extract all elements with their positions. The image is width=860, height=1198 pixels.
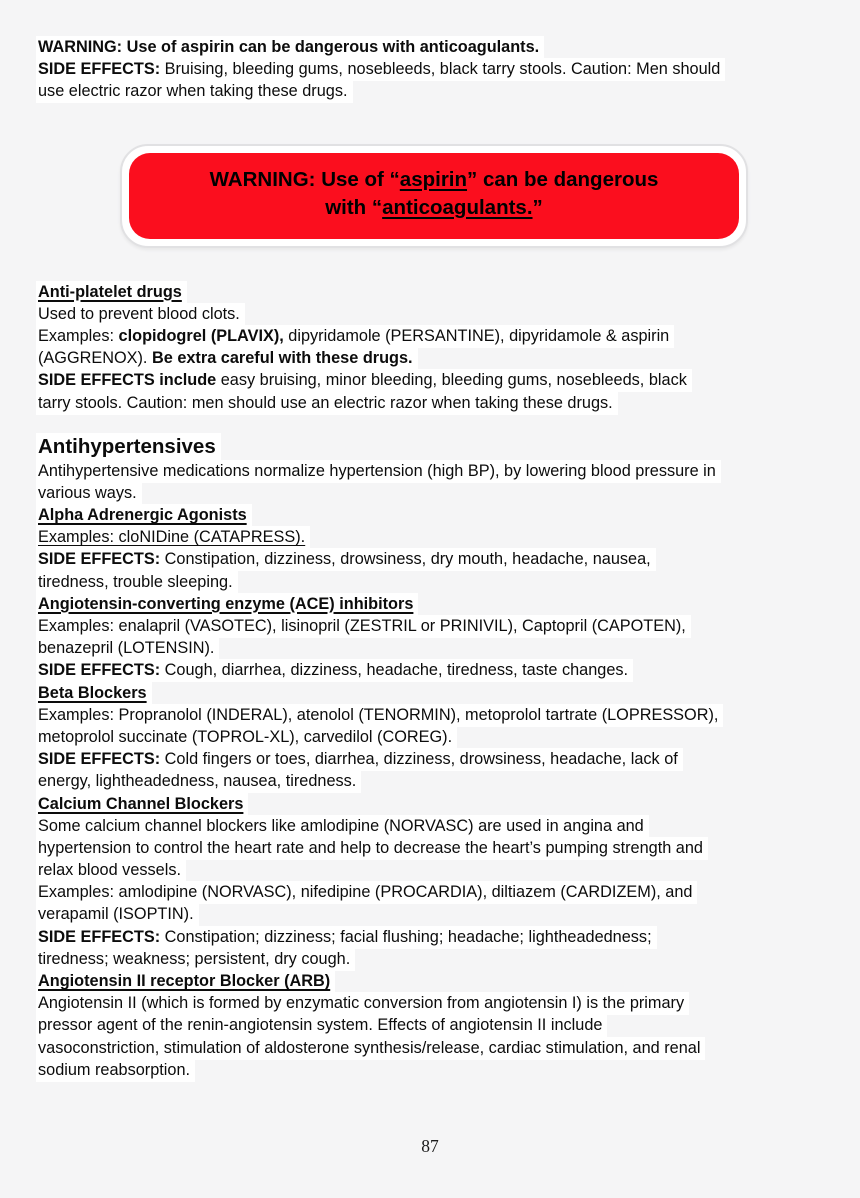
text-run: tiredness, trouble sleeping. xyxy=(38,572,233,591)
text-run: SIDE EFFECTS: xyxy=(38,661,161,680)
warning-box-frame xyxy=(120,144,748,248)
text-run: Angiotensin II (which is formed by enzymatic conversion from angiotensin I) is the primary xyxy=(38,994,685,1013)
page-footer xyxy=(0,1136,860,1157)
text-line xyxy=(36,58,826,80)
text-highlight xyxy=(36,659,633,682)
text-line xyxy=(36,881,826,903)
text-run: pressor agent of the renin-angiotensin system. Effects of angiotensin II include xyxy=(38,1016,603,1035)
text-highlight xyxy=(36,325,674,348)
text-line xyxy=(36,80,826,102)
warning-box xyxy=(120,144,748,248)
text-run: WARNING: Use of aspirin can be dangerous with anticoagulants. xyxy=(38,38,540,56)
text-highlight xyxy=(36,460,721,483)
text-highlight xyxy=(36,1014,607,1037)
text-line xyxy=(36,347,826,369)
text-run: Examples: xyxy=(38,326,119,345)
text-highlight xyxy=(36,347,418,370)
text-highlight xyxy=(36,704,723,727)
text-line xyxy=(36,548,826,570)
text-run: SIDE EFFECTS: xyxy=(38,927,161,946)
text-line xyxy=(36,970,826,992)
text-line xyxy=(36,504,826,526)
text-highlight xyxy=(36,637,219,660)
text-run: vasoconstriction, stimulation of aldosterone synthesis/release, cardiac stimulation, and renal xyxy=(38,1038,701,1057)
calcium-channel-blockers-section xyxy=(36,793,826,971)
text-run: Be extra careful with these drugs. xyxy=(151,349,413,368)
text-line xyxy=(36,369,826,391)
text-line xyxy=(36,460,826,482)
text-highlight xyxy=(36,793,248,816)
text-run: Angiotensin-converting enzyme (ACE) inhibitors xyxy=(38,594,414,613)
text-line xyxy=(36,770,826,792)
text-run: WARNING: Use of “ xyxy=(209,167,400,191)
text-run: hypertension to control the heart rate and help to decrease the heart’s pumping strength and xyxy=(38,838,703,857)
text-run: (AGGRENOX). xyxy=(38,349,152,368)
text-highlight xyxy=(36,859,186,882)
text-run: Calcium Channel Blockers xyxy=(38,794,244,813)
text-run: Cold fingers or toes, diarrhea, dizziness, drowsiness, headache, lack of xyxy=(160,750,678,769)
text-run: benazepril (LOTENSIN). xyxy=(38,639,215,658)
text-highlight xyxy=(36,992,689,1015)
text-highlight xyxy=(36,948,355,971)
text-highlight xyxy=(36,970,335,993)
text-highlight xyxy=(36,926,657,949)
text-line xyxy=(36,704,826,726)
text-highlight xyxy=(36,903,199,926)
text-line xyxy=(36,1014,826,1036)
text-run: relax blood vessels. xyxy=(38,861,181,880)
text-highlight xyxy=(36,748,683,771)
arb-section xyxy=(36,970,826,1081)
text-run: anticoagulants. xyxy=(382,195,533,219)
text-run: Cough, diarrhea, dizziness, headache, tiredness, taste changes. xyxy=(160,661,629,680)
text-run: Examples: cloNIDine (CATAPRESS). xyxy=(38,528,306,547)
alpha-adrenergic-agonists-section xyxy=(36,504,826,593)
anti-platelet-drugs-section xyxy=(36,281,826,414)
text-run: energy, lightheadedness, nausea, tiredness. xyxy=(38,772,357,791)
text-run: easy bruising, minor bleeding, bleeding gums, nosebleeds, black xyxy=(216,371,687,390)
text-highlight xyxy=(36,548,656,571)
warning-box-text-line-2 xyxy=(137,194,731,222)
text-highlight xyxy=(36,726,457,749)
antihypertensives-section xyxy=(36,433,826,504)
text-highlight xyxy=(36,1059,195,1082)
text-highlight xyxy=(36,392,618,415)
text-line xyxy=(36,433,826,460)
text-highlight xyxy=(36,369,692,392)
text-run: SIDE EFFECTS: xyxy=(38,550,161,569)
text-run: verapamil (ISOPTIN). xyxy=(38,905,194,924)
text-highlight xyxy=(36,36,544,59)
text-run: SIDE EFFECTS: xyxy=(38,750,161,769)
text-run: Used to prevent blood clots. xyxy=(38,304,240,323)
text-run: Some calcium channel blockers like amlodipine (NORVASC) are used in angina and xyxy=(38,816,644,835)
text-run: with “ xyxy=(325,195,383,219)
text-run: Examples: enalapril (VASOTEC), lisinopril (ZESTRIL or PRINIVIL), Captopril (CAPOTEN), xyxy=(38,617,686,635)
text-line xyxy=(36,1037,826,1059)
text-line xyxy=(36,637,826,659)
text-line xyxy=(36,1059,826,1081)
text-highlight xyxy=(36,482,142,505)
text-highlight xyxy=(36,58,725,81)
text-run: various ways. xyxy=(38,483,137,502)
warning-box-background xyxy=(129,153,739,239)
text-line xyxy=(36,303,826,325)
text-run: sodium reabsorption. xyxy=(38,1060,191,1079)
text-run: dipyridamole (PERSANTINE), dipyridamole & aspirin xyxy=(283,326,670,345)
text-run: Examples: amlodipine (NORVASC), nifedipine (PROCARDIA), diltiazem (CARDIZEM), and xyxy=(38,883,693,902)
text-highlight xyxy=(36,1037,705,1060)
text-highlight xyxy=(36,504,252,527)
document-body xyxy=(36,281,826,1081)
text-line xyxy=(36,526,826,548)
text-highlight xyxy=(36,80,353,103)
text-run: tarry stools. Caution: men should use an electric razor when taking these drugs. xyxy=(38,393,613,412)
text-line xyxy=(36,815,826,837)
text-line xyxy=(36,36,826,58)
text-run: tiredness; weakness; persistent, dry cough. xyxy=(38,949,351,968)
text-highlight xyxy=(36,281,187,304)
text-run: clopidogrel (PLAVIX), xyxy=(118,326,284,345)
text-run: ” xyxy=(532,195,543,219)
text-run: aspirin xyxy=(399,167,468,191)
text-line xyxy=(36,926,826,948)
page-number: 87 xyxy=(421,1136,439,1156)
beta-blockers-section xyxy=(36,682,826,793)
text-line xyxy=(36,593,826,615)
text-line xyxy=(36,837,826,859)
ace-inhibitors-section xyxy=(36,593,826,682)
text-highlight xyxy=(36,815,649,838)
text-line xyxy=(36,992,826,1014)
text-run: Beta Blockers xyxy=(38,683,147,702)
text-run: ” can be dangerous xyxy=(467,167,659,191)
text-highlight xyxy=(36,682,152,705)
text-line xyxy=(36,726,826,748)
text-run: Examples: Propranolol (INDERAL), atenolol (TENORMIN), metoprolol tartrate (LOPRESSOR), xyxy=(38,705,719,724)
text-highlight xyxy=(36,615,691,638)
text-run: Angiotensin II receptor Blocker (ARB) xyxy=(38,972,331,990)
text-run: Constipation, dizziness, drowsiness, dry mouth, headache, nausea, xyxy=(160,550,651,569)
text-highlight xyxy=(36,433,221,461)
text-highlight xyxy=(36,837,708,860)
text-line xyxy=(36,748,826,770)
text-line xyxy=(36,325,826,347)
text-run: Anti-platelet drugs xyxy=(38,282,182,301)
text-run: SIDE EFFECTS include xyxy=(38,371,217,390)
text-run: use electric razor when taking these drugs. xyxy=(38,82,348,101)
text-highlight xyxy=(36,571,238,594)
text-line xyxy=(36,571,826,593)
text-line xyxy=(36,615,826,637)
text-run: Bruising, bleeding gums, nosebleeds, black tarry stools. Caution: Men should xyxy=(160,60,721,79)
text-run: Alpha Adrenergic Agonists xyxy=(38,506,247,525)
text-line xyxy=(36,659,826,681)
text-line xyxy=(36,482,826,504)
text-run: metoprolol succinate (TOPROL-XL), carvedilol (COREG). xyxy=(38,727,453,746)
text-run: Antihypertensives xyxy=(38,434,216,458)
text-run: Antihypertensive medications normalize hypertension (high BP), by lowering blood pressure in xyxy=(38,461,716,480)
text-run: Constipation; dizziness; facial flushing; headache; lightheadedness; xyxy=(160,927,652,946)
text-line xyxy=(36,948,826,970)
warning-box-text-line-1 xyxy=(137,166,731,194)
text-line xyxy=(36,392,826,414)
text-line xyxy=(36,281,826,303)
text-line xyxy=(36,903,826,925)
text-run: SIDE EFFECTS: xyxy=(38,60,161,79)
text-highlight xyxy=(36,881,697,904)
text-line xyxy=(36,859,826,881)
text-line xyxy=(36,682,826,704)
text-highlight xyxy=(36,526,310,549)
text-highlight xyxy=(36,593,418,616)
text-line xyxy=(36,793,826,815)
text-highlight xyxy=(36,770,361,793)
text-highlight xyxy=(36,303,245,326)
aspirin-warning-note xyxy=(36,36,826,103)
